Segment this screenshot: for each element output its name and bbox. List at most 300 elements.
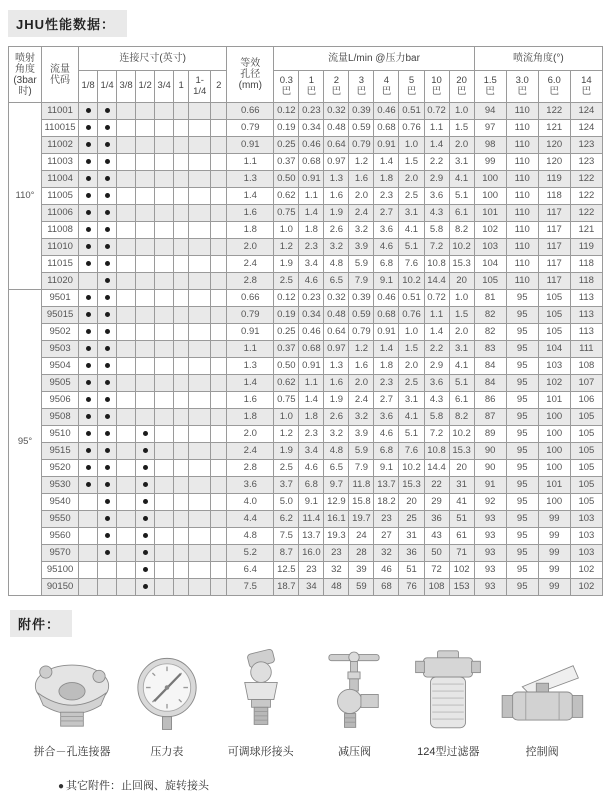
connection-dot-cell — [136, 392, 155, 409]
angle-value-cell: 95 — [506, 477, 538, 494]
flow-value-cell: 39 — [349, 562, 374, 579]
accessory-label: 控制阀 — [525, 746, 559, 758]
connection-dot-cell — [98, 341, 117, 358]
connection-dot-cell — [189, 324, 211, 341]
flow-value-cell: 0.25 — [274, 324, 299, 341]
connection-size-col-header: 2 — [211, 71, 227, 103]
angle-value-cell: 89 — [474, 426, 506, 443]
angle-value-cell: 110 — [506, 273, 538, 290]
flow-code-cell: 9501 — [42, 290, 79, 307]
connection-dot-cell — [174, 477, 189, 494]
flow-value-cell: 4.6 — [374, 239, 399, 256]
angle-value-cell: 118 — [570, 256, 602, 273]
flow-value-cell: 1.1 — [424, 307, 449, 324]
flow-value-cell: 2.7 — [374, 205, 399, 222]
connection-dot-cell — [136, 120, 155, 137]
connection-dot-cell — [189, 562, 211, 579]
flow-value-cell: 0.91 — [299, 358, 324, 375]
connection-dot-cell — [189, 392, 211, 409]
flow-value-cell: 4.6 — [374, 426, 399, 443]
angle-value-cell: 90 — [474, 443, 506, 460]
connection-dot-cell — [117, 239, 136, 256]
flow-value-cell: 23 — [324, 545, 349, 562]
angle-value-cell: 103 — [538, 358, 570, 375]
angle-value-cell: 95 — [506, 494, 538, 511]
angle-value-cell: 95 — [506, 341, 538, 358]
angle-value-cell: 117 — [538, 222, 570, 239]
availability-dot-icon — [86, 397, 91, 402]
flow-value-cell: 1.1 — [424, 120, 449, 137]
flow-value-cell: 1.5 — [449, 307, 474, 324]
connection-dot-cell — [174, 154, 189, 171]
flow-value-cell: 0.64 — [324, 137, 349, 154]
connection-size-col-header: 1/2 — [136, 71, 155, 103]
availability-dot-icon — [105, 278, 110, 283]
flow-value-cell: 7.6 — [399, 443, 424, 460]
flow-value-cell: 28 — [349, 545, 374, 562]
flow-value-cell: 0.62 — [274, 375, 299, 392]
angle-value-cell: 105 — [570, 409, 602, 426]
flow-value-cell: 0.91 — [299, 171, 324, 188]
flow-value-cell: 1.4 — [374, 341, 399, 358]
control-valve-image — [496, 647, 588, 735]
flow-value-cell: 51 — [399, 562, 424, 579]
flow-value-cell: 3.1 — [399, 205, 424, 222]
flow-value-cell: 14.4 — [424, 460, 449, 477]
connection-dot-cell — [189, 120, 211, 137]
angle-value-cell: 99 — [538, 545, 570, 562]
availability-dot-icon — [105, 125, 110, 130]
availability-dot-icon — [105, 244, 110, 249]
angle-value-cell: 110 — [506, 188, 538, 205]
flow-value-cell: 0.79 — [349, 137, 374, 154]
angle-value-cell: 110 — [506, 256, 538, 273]
flow-value-cell: 1.9 — [274, 256, 299, 273]
flow-value-cell: 0.75 — [274, 205, 299, 222]
connection-dot-cell — [117, 307, 136, 324]
orifice-cell: 6.4 — [227, 562, 274, 579]
flow-value-cell: 1.4 — [374, 154, 399, 171]
connection-dot-cell — [79, 511, 98, 528]
connection-dot-cell — [98, 154, 117, 171]
flow-value-cell: 4.6 — [299, 273, 324, 290]
angle-value-cell: 93 — [474, 545, 506, 562]
table-row — [9, 358, 603, 375]
availability-dot-icon — [105, 176, 110, 181]
flow-value-cell: 12.9 — [324, 494, 349, 511]
angle-value-cell: 95 — [506, 562, 538, 579]
connection-dot-cell — [211, 188, 227, 205]
connection-dot-cell — [117, 154, 136, 171]
orifice-cell: 1.4 — [227, 188, 274, 205]
flow-value-cell: 20 — [449, 460, 474, 477]
connection-dot-cell — [211, 579, 227, 596]
connection-dot-cell — [211, 324, 227, 341]
connection-dot-cell — [211, 511, 227, 528]
connection-dot-cell — [174, 545, 189, 562]
availability-dot-icon — [86, 346, 91, 351]
angle-value-cell: 102 — [474, 222, 506, 239]
flow-value-cell: 9.1 — [374, 460, 399, 477]
availability-dot-icon — [105, 448, 110, 453]
flow-value-cell: 6.1 — [449, 205, 474, 222]
flow-code-cell: 9570 — [42, 545, 79, 562]
flow-value-cell: 18.7 — [274, 579, 299, 596]
accessory-label: 减压阀 — [337, 746, 371, 758]
flow-value-cell: 2.4 — [349, 392, 374, 409]
angle-value-cell: 95 — [506, 358, 538, 375]
flow-value-cell: 0.12 — [274, 290, 299, 307]
flow-value-cell: 1.1 — [299, 375, 324, 392]
connection-dot-cell — [174, 137, 189, 154]
connection-dot-cell — [189, 494, 211, 511]
flow-value-cell: 5.9 — [349, 443, 374, 460]
connection-dot-cell — [211, 273, 227, 290]
connection-size-col-header: 1 — [174, 71, 189, 103]
connection-dot-cell — [117, 358, 136, 375]
angle-value-cell: 105 — [538, 307, 570, 324]
availability-dot-icon — [86, 227, 91, 232]
flow-pressure-col-header: 0.3 巴 — [274, 71, 299, 103]
angle-value-cell: 81 — [474, 290, 506, 307]
connection-dot-cell — [79, 392, 98, 409]
availability-dot-icon — [86, 465, 91, 470]
angle-value-cell: 95 — [506, 579, 538, 596]
connection-dot-cell — [155, 273, 174, 290]
connection-dot-cell — [155, 188, 174, 205]
flow-value-cell: 50 — [424, 545, 449, 562]
flow-value-cell: 0.19 — [274, 120, 299, 137]
connection-dot-cell — [136, 358, 155, 375]
angle-value-cell: 104 — [474, 256, 506, 273]
flow-pressure-col-header: 4 巴 — [374, 71, 399, 103]
connection-dot-cell — [117, 545, 136, 562]
flow-value-cell: 1.0 — [274, 409, 299, 426]
connection-dot-cell — [174, 528, 189, 545]
connection-dot-cell — [117, 528, 136, 545]
connection-dot-cell — [117, 171, 136, 188]
flow-value-cell: 3.4 — [299, 256, 324, 273]
flow-value-cell: 0.64 — [324, 324, 349, 341]
table-row — [9, 494, 603, 511]
connection-dot-cell — [155, 222, 174, 239]
connection-dot-cell — [98, 545, 117, 562]
connection-dot-cell — [174, 579, 189, 596]
connection-dot-cell — [211, 409, 227, 426]
flow-value-cell: 5.0 — [274, 494, 299, 511]
connection-dot-cell — [117, 409, 136, 426]
flow-value-cell: 6.5 — [324, 460, 349, 477]
flow-code-header: 流量 代码 — [42, 47, 79, 103]
availability-dot-icon — [105, 193, 110, 198]
accessory-item — [401, 647, 495, 759]
connection-dot-cell — [211, 545, 227, 562]
flow-value-cell: 0.48 — [324, 307, 349, 324]
angle-value-cell: 99 — [538, 528, 570, 545]
connection-dot-cell — [98, 494, 117, 511]
orifice-cell: 3.6 — [227, 477, 274, 494]
connection-dot-cell — [155, 528, 174, 545]
availability-dot-icon — [105, 329, 110, 334]
flow-value-cell: 2.2 — [424, 154, 449, 171]
flow-value-cell: 27 — [374, 528, 399, 545]
connection-dot-cell — [174, 120, 189, 137]
flow-code-cell: 9510 — [42, 426, 79, 443]
connection-dot-cell — [79, 562, 98, 579]
flow-value-cell: 68 — [374, 579, 399, 596]
angle-value-cell: 110 — [506, 120, 538, 137]
availability-dot-icon — [143, 431, 148, 436]
availability-dot-icon — [86, 312, 91, 317]
connection-dot-cell — [174, 392, 189, 409]
orifice-cell: 0.79 — [227, 120, 274, 137]
angle-value-cell: 110 — [506, 137, 538, 154]
flow-value-cell: 7.2 — [424, 239, 449, 256]
angle-value-cell: 113 — [570, 324, 602, 341]
flow-value-cell: 12.5 — [274, 562, 299, 579]
angle-value-cell: 120 — [538, 154, 570, 171]
flow-value-cell: 10.8 — [424, 443, 449, 460]
flow-value-cell: 0.68 — [374, 307, 399, 324]
flow-value-cell: 3.9 — [349, 239, 374, 256]
connection-dot-cell — [211, 426, 227, 443]
flow-value-cell: 18.2 — [374, 494, 399, 511]
angle-value-cell: 117 — [538, 273, 570, 290]
flow-value-cell: 2.9 — [424, 171, 449, 188]
availability-dot-icon — [86, 295, 91, 300]
flow-value-cell: 20 — [449, 273, 474, 290]
availability-dot-icon — [86, 244, 91, 249]
angle-value-cell: 105 — [474, 273, 506, 290]
availability-dot-icon — [86, 482, 91, 487]
table-row — [9, 307, 603, 324]
flow-value-cell: 0.46 — [299, 137, 324, 154]
connection-dot-cell — [211, 528, 227, 545]
connection-dot-cell — [117, 426, 136, 443]
orifice-cell: 2.0 — [227, 426, 274, 443]
angle-value-cell: 105 — [570, 443, 602, 460]
availability-dot-icon — [86, 210, 91, 215]
table-row — [9, 290, 603, 307]
angle-value-cell: 100 — [538, 409, 570, 426]
flow-value-cell: 29 — [424, 494, 449, 511]
filter-124-image — [413, 647, 483, 735]
accessory-label: 可调球形接头 — [227, 746, 294, 758]
connection-dot-cell — [189, 290, 211, 307]
angle-value-cell: 100 — [538, 426, 570, 443]
accessory-item — [24, 647, 120, 759]
table-row — [9, 528, 603, 545]
flow-value-cell: 2.0 — [399, 171, 424, 188]
flow-value-cell: 14.4 — [424, 273, 449, 290]
flow-value-cell: 1.2 — [349, 154, 374, 171]
connection-dot-cell — [79, 494, 98, 511]
connection-dot-cell — [189, 358, 211, 375]
availability-dot-icon — [105, 210, 110, 215]
flow-value-cell: 2.3 — [374, 375, 399, 392]
flow-value-cell: 0.34 — [299, 120, 324, 137]
connection-dot-cell — [174, 324, 189, 341]
flow-code-cell: 11003 — [42, 154, 79, 171]
availability-dot-icon — [105, 261, 110, 266]
connection-dot-cell — [79, 239, 98, 256]
accessory-label: 压力表 — [150, 746, 184, 758]
flow-value-cell: 2.5 — [399, 188, 424, 205]
connection-dot-cell — [79, 443, 98, 460]
angle-value-cell: 95 — [506, 375, 538, 392]
angle-value-cell: 99 — [538, 562, 570, 579]
flow-code-cell: 11004 — [42, 171, 79, 188]
connection-dot-cell — [79, 477, 98, 494]
connection-dot-cell — [136, 222, 155, 239]
flow-value-cell: 15.3 — [449, 443, 474, 460]
angle-value-cell: 123 — [570, 154, 602, 171]
accessory-item — [495, 647, 589, 759]
angle-value-cell: 108 — [570, 358, 602, 375]
connection-dot-cell — [155, 307, 174, 324]
orifice-cell: 2.8 — [227, 273, 274, 290]
connection-dot-cell — [136, 324, 155, 341]
connection-dot-cell — [79, 103, 98, 120]
table-row — [9, 375, 603, 392]
flow-value-cell: 41 — [449, 494, 474, 511]
orifice-cell: 7.5 — [227, 579, 274, 596]
flow-value-cell: 2.0 — [399, 358, 424, 375]
flow-value-cell: 1.0 — [449, 290, 474, 307]
connection-dot-cell — [79, 545, 98, 562]
connection-dot-cell — [155, 324, 174, 341]
orifice-cell: 2.0 — [227, 239, 274, 256]
connection-dot-cell — [136, 137, 155, 154]
connection-dot-cell — [79, 358, 98, 375]
angle-value-cell: 102 — [570, 579, 602, 596]
ball-joint-image — [231, 647, 291, 735]
connection-dot-cell — [189, 341, 211, 358]
angle-value-cell: 117 — [538, 256, 570, 273]
connection-dot-cell — [136, 460, 155, 477]
orifice-cell: 4.4 — [227, 511, 274, 528]
flow-value-cell: 34 — [299, 579, 324, 596]
flow-value-cell: 102 — [449, 562, 474, 579]
flow-value-cell: 8.2 — [449, 222, 474, 239]
angle-value-cell: 121 — [570, 222, 602, 239]
spray-width-group-header: 喷流角度(°) — [474, 47, 602, 71]
flow-value-cell: 1.8 — [374, 358, 399, 375]
connection-dot-cell — [117, 341, 136, 358]
flow-value-cell: 4.3 — [424, 392, 449, 409]
flow-value-cell: 3.2 — [324, 426, 349, 443]
connection-dot-cell — [136, 443, 155, 460]
flow-value-cell: 0.48 — [324, 120, 349, 137]
connection-dot-cell — [98, 273, 117, 290]
angle-value-cell: 105 — [538, 324, 570, 341]
angle-value-cell: 101 — [538, 392, 570, 409]
flow-value-cell: 24 — [349, 528, 374, 545]
connection-dot-cell — [155, 171, 174, 188]
flow-value-cell: 1.4 — [424, 137, 449, 154]
connection-dot-cell — [189, 426, 211, 443]
connection-dot-cell — [98, 392, 117, 409]
flow-value-cell: 2.0 — [349, 375, 374, 392]
flow-value-cell: 0.75 — [274, 392, 299, 409]
accessories-title: 附件： — [10, 610, 72, 637]
angle-pressure-col-header: 14 巴 — [570, 71, 602, 103]
table-row — [9, 171, 603, 188]
flow-value-cell: 0.50 — [274, 171, 299, 188]
connection-dot-cell — [79, 324, 98, 341]
flow-value-cell: 0.91 — [374, 324, 399, 341]
connection-dot-cell — [155, 579, 174, 596]
flow-value-cell: 0.97 — [324, 341, 349, 358]
flow-code-cell: 9504 — [42, 358, 79, 375]
connection-dot-cell — [117, 188, 136, 205]
flow-value-cell: 3.2 — [324, 239, 349, 256]
connection-dot-cell — [98, 290, 117, 307]
connection-dot-cell — [117, 222, 136, 239]
flow-value-cell: 10.2 — [449, 426, 474, 443]
flow-code-cell: 9520 — [42, 460, 79, 477]
table-row — [9, 579, 603, 596]
flow-value-cell: 32 — [324, 562, 349, 579]
flow-code-cell: 9530 — [42, 477, 79, 494]
connection-dot-cell — [189, 205, 211, 222]
flow-value-cell: 3.6 — [424, 375, 449, 392]
flow-value-cell: 1.9 — [324, 205, 349, 222]
table-row — [9, 409, 603, 426]
connection-dot-cell — [98, 409, 117, 426]
connection-dot-cell — [117, 256, 136, 273]
connection-dot-cell — [211, 307, 227, 324]
availability-dot-icon — [105, 397, 110, 402]
connection-dot-cell — [136, 256, 155, 273]
connection-dot-cell — [174, 205, 189, 222]
table-row — [9, 273, 603, 290]
connection-size-group-header: 连接尺寸(英寸) — [79, 47, 227, 71]
angle-value-cell: 100 — [538, 443, 570, 460]
angle-value-cell: 95 — [506, 545, 538, 562]
connection-dot-cell — [98, 171, 117, 188]
angle-value-cell: 110 — [506, 222, 538, 239]
angle-value-cell: 124 — [570, 103, 602, 120]
connection-dot-cell — [155, 477, 174, 494]
angle-value-cell: 82 — [474, 307, 506, 324]
table-row — [9, 137, 603, 154]
availability-dot-icon — [86, 363, 91, 368]
flow-value-cell: 3.9 — [349, 426, 374, 443]
flow-value-cell: 6.5 — [324, 273, 349, 290]
table-row — [9, 341, 603, 358]
angle-value-cell: 113 — [570, 307, 602, 324]
flow-value-cell: 2.3 — [299, 426, 324, 443]
angle-value-cell: 93 — [474, 562, 506, 579]
flow-value-cell: 48 — [324, 579, 349, 596]
angle-value-cell: 97 — [474, 120, 506, 137]
table-row — [9, 222, 603, 239]
flow-value-cell: 0.68 — [299, 154, 324, 171]
angle-value-cell: 111 — [570, 341, 602, 358]
connection-dot-cell — [136, 426, 155, 443]
connection-dot-cell — [136, 307, 155, 324]
connection-dot-cell — [79, 205, 98, 222]
angle-value-cell: 122 — [570, 205, 602, 222]
table-row — [9, 477, 603, 494]
flow-value-cell: 10.2 — [449, 239, 474, 256]
table-row — [9, 103, 603, 120]
availability-dot-icon — [105, 380, 110, 385]
connection-dot-cell — [189, 171, 211, 188]
connection-dot-cell — [79, 188, 98, 205]
flow-value-cell: 1.0 — [449, 103, 474, 120]
